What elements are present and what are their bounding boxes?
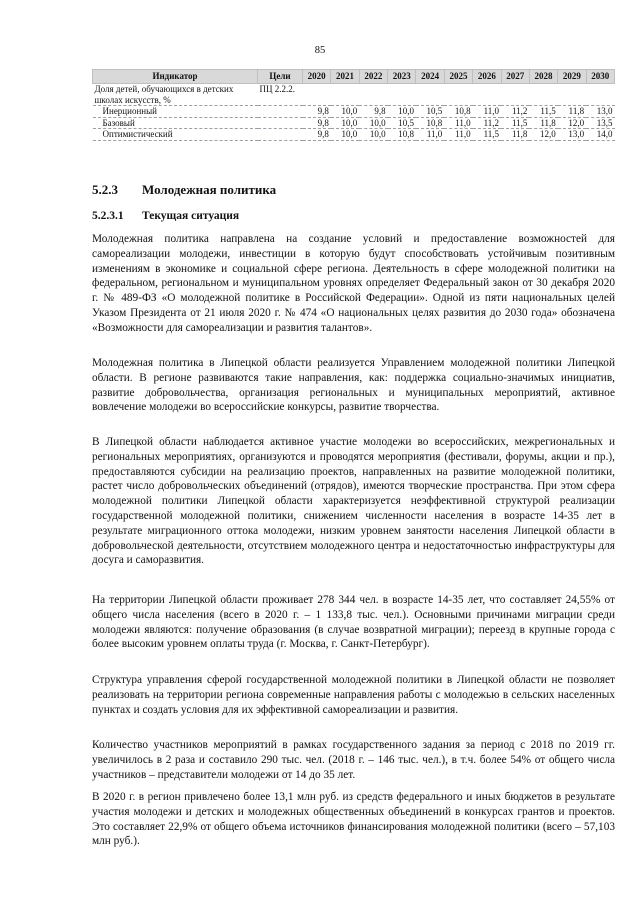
subsection-number: 5.2.3.1 (92, 210, 124, 222)
section-heading (92, 182, 276, 198)
paragraph: Структура управления сферой государственной молодежной политики в Липецкой области не позволяет реализовать на территории региона современные направления работы с молодежью в сельских населенных пунктах и создать условия для их эффективной самореализации и развития. (92, 674, 615, 716)
table-cell: 11,5 (529, 106, 557, 118)
scenario-name: Оптимистический (93, 129, 258, 141)
scenario-name: Базовый (93, 117, 258, 129)
table-row-indicator (93, 84, 615, 106)
section-number: 5.2.3 (92, 182, 118, 197)
paragraph: Количество участников мероприятий в рамках государственного задания за период с 2018 по 2019 гг. увеличилось в 2 раза и составило 290 тыс. чел. (2018 г. – 146 тыс. чел.), в т.ч. более 54% от общего числа участников – представители молодежи от 14 до 35 лет. (92, 739, 615, 781)
table-cell: 12,0 (529, 129, 557, 141)
table-cell: 10,8 (388, 129, 416, 141)
table-cell: 9,8 (359, 106, 387, 118)
table-cell: 11,8 (501, 129, 529, 141)
header-year: 2027 (501, 70, 529, 84)
table-cell: 9,8 (303, 106, 331, 118)
table-cell: 13,0 (586, 106, 614, 118)
table-cell: 12,0 (558, 117, 586, 129)
table-cell: 11,5 (501, 117, 529, 129)
header-goals: Цели (258, 70, 303, 84)
table-cell: 10,8 (444, 106, 472, 118)
table-cell: 11,8 (558, 106, 586, 118)
section-title: Молодежная политика (142, 182, 277, 197)
paragraph: В Липецкой области наблюдается активное участие молодежи во всероссийских, межрегиональных и региональных мероприятиях, организуются и проводятся мероприятия (фестивали, форумы, акции и пр.), предоставляются субсидии на реализацию проектов, направленных на развитие молодежной политики, растет число добровольческих объединений (отрядов), имеются творческие пространства. При этом сфера молодежной политики Липецкой области характеризуется неэффективной структурой реализации государственной молодежной политики, снижением численности населения в возрасте 14-35 лет в результате миграционного оттока молодежи, низким уровнем занятости населения Липецкой области в добровольческой деятельности, отсутствием молодежного центра и недостаточностью инфраструктуры для досуга и саморазвития. (92, 436, 615, 567)
paragraph: Молодежная политика в Липецкой области реализуется Управлением молодежной политики Липецкой области. В регионе развиваются такие направления, как: поддержка социально-значимых инициатив, развитие добровольчества, организация региональных и муниципальных мероприятий, активное вовлечение молодежи во всероссийские конкурсы, развитие творчества. (92, 357, 615, 414)
table-cell: 11,8 (529, 117, 557, 129)
table-cell: 10,5 (388, 117, 416, 129)
table-row (93, 117, 615, 129)
scenario-name: Инерционный (93, 106, 258, 118)
header-year: 2030 (586, 70, 614, 84)
paragraph: На территории Липецкой области проживает 278 344 чел. в возрасте 14-35 лет, что составляет 24,55% от общего числа населения (всего в 2020 г. – 1 133,8 тыс. чел.). Основными причинами миграции среди молодежи являются: получение образования (в случае возвратной миграции); переезд в крупные города с более высоким уровнем оплаты труда (г. Москва, г. Санкт-Петербург). (92, 594, 615, 651)
table-cell: 10,8 (416, 117, 444, 129)
table-cell: 10,0 (359, 117, 387, 129)
paragraph: В 2020 г. в регион привлечено более 13,1 млн руб. из средств федерального и иных бюджетов в результате участия молодежи и детских и молодежных общественных объединений в конкурсах грантов и проектов. Это составляет 22,9% от общего объема источников финансирования молодежной политики (всего – 57,103 млн руб.). (92, 791, 615, 848)
header-indicator: Индикатор (93, 70, 258, 84)
table-cell: 10,0 (331, 129, 359, 141)
subsection-title: Текущая ситуация (142, 210, 240, 222)
table-cell: 14,0 (586, 129, 614, 141)
table-cell: 11,0 (473, 106, 501, 118)
table-cell: 10,0 (331, 117, 359, 129)
table-cell: 13,5 (586, 117, 614, 129)
table-row (93, 129, 615, 141)
header-year: 2025 (444, 70, 472, 84)
table-cell: 11,0 (444, 117, 472, 129)
table-cell: 11,0 (416, 129, 444, 141)
indicator-table (92, 69, 615, 141)
table-row (93, 106, 615, 118)
subsection-heading (92, 210, 239, 222)
table-header-row (93, 70, 615, 84)
table-cell: 13,0 (558, 129, 586, 141)
table-cell: 10,0 (388, 106, 416, 118)
header-year: 2024 (416, 70, 444, 84)
header-year: 2029 (558, 70, 586, 84)
header-year: 2022 (359, 70, 387, 84)
table-cell: 9,8 (303, 129, 331, 141)
table-cell: 10,5 (416, 106, 444, 118)
header-year: 2020 (303, 70, 331, 84)
page-number: 85 (314, 45, 326, 56)
table-cell: 11,0 (444, 129, 472, 141)
header-year: 2023 (388, 70, 416, 84)
paragraph: Молодежная политика направлена на создание условий и предоставление возможностей для самореализации молодежи, инвестиции в которую будут способствовать устойчивым позитивным изменениям в экономике и социальной сфере региона. Деятельность в сфере молодежной политики на федеральном, региональном и муниципальном уровнях определяет Федеральный закон от 30 декабря 2020 г. № 489-ФЗ «О молодежной политике в Российской Федерации». Одной из пяти национальных целей Указом Президента от 21 июля 2020 г. № 474 «О национальных целях развития до 2030 года» обозначена «Возможности для самореализации и развития талантов». (92, 233, 615, 334)
header-year: 2028 (529, 70, 557, 84)
table-cell: 11,2 (501, 106, 529, 118)
header-year: 2026 (473, 70, 501, 84)
table-cell: 11,5 (473, 129, 501, 141)
table-cell: 11,2 (473, 117, 501, 129)
header-year: 2021 (331, 70, 359, 84)
table-cell: 10,0 (359, 129, 387, 141)
indicator-name: Доля детей, обучающихся в детских школах искусств, % (93, 84, 258, 106)
table-cell: 10,0 (331, 106, 359, 118)
table-cell: 9,8 (303, 117, 331, 129)
indicator-goal: ПЦ 2.2.2. (258, 84, 303, 106)
